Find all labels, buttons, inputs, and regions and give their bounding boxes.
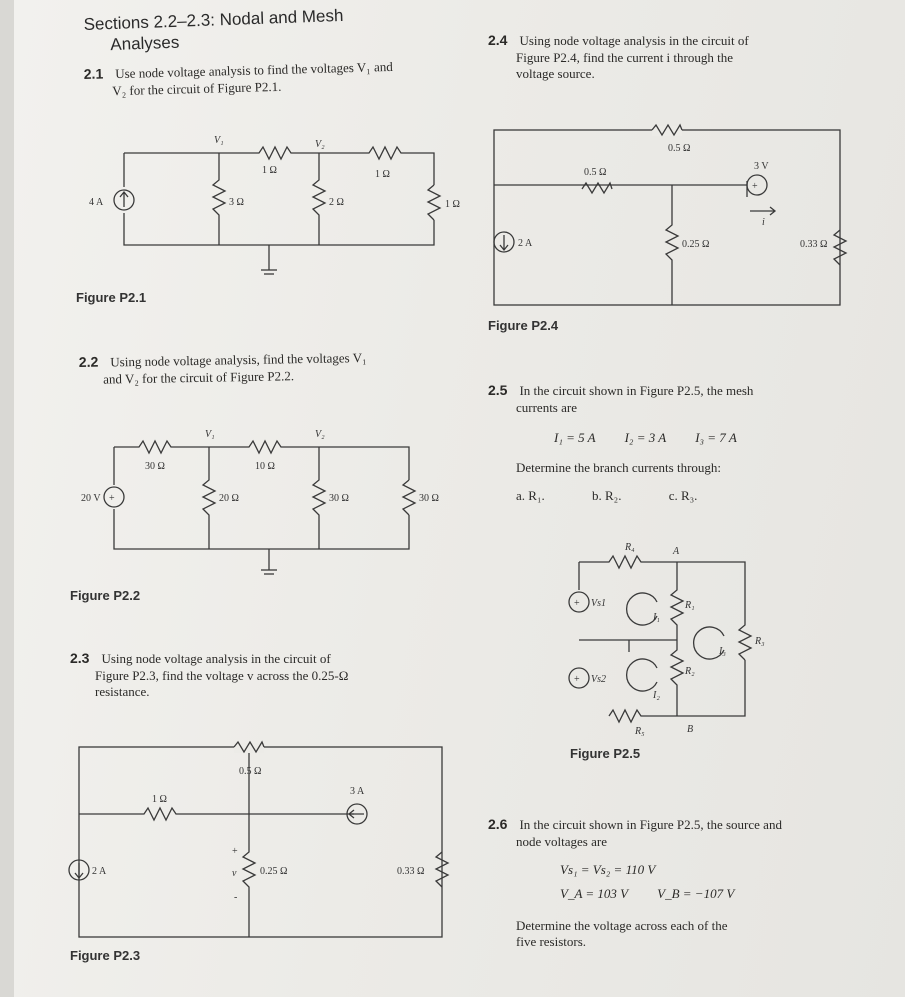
problem-text-line1: Use node voltage analysis to find the voltages V₁ and <box>115 58 393 82</box>
problem-2-3 <box>70 650 460 700</box>
eq-i1: I₁ = 5 A <box>554 430 596 445</box>
resistor-label: 0.25 Ω <box>682 239 710 250</box>
circuit-wires <box>124 147 440 274</box>
resistor-label: 1 Ω <box>262 165 277 176</box>
problem-text-line2: V₂ for the circuit of Figure P2.1. <box>112 78 282 99</box>
resistor-label: 0.5 Ω <box>668 143 691 154</box>
node-b-label: B <box>687 724 694 735</box>
figure-p2-1-circuit <box>89 125 549 285</box>
arrow-down-icon <box>500 235 508 250</box>
node-voltages <box>560 886 734 902</box>
resistor-label: 0.33 Ω <box>397 866 425 877</box>
arrow-down-icon <box>75 863 83 878</box>
source-label: 20 V <box>81 493 101 504</box>
source-label: 3 V <box>754 161 769 172</box>
eq-i2: I₂ = 3 A <box>624 430 666 445</box>
problem-text-line4: five resistors. <box>516 934 587 949</box>
problem-number: 2.6 <box>488 816 508 832</box>
arrow-up-icon <box>120 192 128 207</box>
eq-i3: I₃ = 7 A <box>695 430 737 445</box>
resistor-label: 3 Ω <box>229 197 244 208</box>
resistor-label: 1 Ω <box>375 169 390 180</box>
problem-text-line1: In the circuit shown in Figure P2.5, the mesh <box>519 383 754 398</box>
resistor-label: 2 Ω <box>329 197 344 208</box>
problem-text-line3: voltage source. <box>516 66 595 81</box>
problem-number: 2.4 <box>488 32 508 48</box>
source-label: 4 A <box>89 197 104 208</box>
problem-2-2 <box>79 347 460 388</box>
problem-text-line2: Figure P2.3, find the voltage v across the 0.25-Ω <box>95 668 349 683</box>
plus-sign: + <box>574 598 580 609</box>
figure-p2-5-circuit <box>569 540 769 740</box>
problem-text-line2: currents are <box>516 400 577 415</box>
problem-text-line2: Figure P2.4, find the current i through the <box>516 50 733 65</box>
resistor-label: 30 Ω <box>145 461 165 472</box>
resistor-label: 0.25 Ω <box>260 866 288 877</box>
problem-number: 2.5 <box>488 382 508 398</box>
section-title <box>83 5 344 56</box>
section-title-line1: Sections 2.2–2.3: Nodal and Mesh <box>83 5 344 35</box>
r3-label: R₃ <box>755 636 765 647</box>
resistor-label: 1 Ω <box>445 199 460 210</box>
option-b: b. R₂. <box>591 488 622 503</box>
node-v2-label: V₂ <box>315 429 325 440</box>
figure-p2-4-circuit <box>492 125 852 305</box>
minus-sign: - <box>234 892 238 903</box>
resistor-label: 0.5 Ω <box>584 167 607 178</box>
arrow-right-icon <box>750 207 775 215</box>
mesh-i3-label: I₃ <box>719 646 726 657</box>
eq-vb: V_B = −107 V <box>657 886 735 901</box>
source-label: 3 A <box>350 786 365 797</box>
resistor-label: 30 Ω <box>329 493 349 504</box>
figure-caption: Figure P2.1 <box>76 290 147 305</box>
r2-label: R₂ <box>685 666 695 677</box>
problem-text-line3: Determine the voltage across each of the <box>516 918 728 933</box>
r1-label: R₁ <box>685 600 695 611</box>
plus-sign: + <box>109 493 115 504</box>
circuit-wires <box>494 130 846 305</box>
node-v1-label: V₁ <box>205 429 215 440</box>
problem-number: 2.2 <box>78 353 99 371</box>
resistor-label: 0.5 Ω <box>239 766 262 777</box>
problem-number: 2.1 <box>83 65 104 83</box>
node-v2-label: V₂ <box>315 139 325 150</box>
circuit-wires <box>579 556 751 722</box>
mesh-i1-label: I₁ <box>653 612 660 623</box>
plus-sign: + <box>232 846 238 857</box>
node-v1-label: V₁ <box>214 135 224 146</box>
arrow-left-icon <box>349 810 364 818</box>
figure-p2-2-circuit <box>81 425 509 585</box>
section-title-line2: Analyses <box>110 32 180 55</box>
resistor-label: 0.33 Ω <box>800 239 828 250</box>
vs1-label: Vs1 <box>591 598 606 609</box>
source-voltages: Vs₁ = Vs₂ = 110 V <box>560 862 656 877</box>
problem-text-line3: Determine the branch currents through: <box>516 460 722 475</box>
option-a: a. R₁. <box>516 488 545 503</box>
problem-text-line3: resistance. <box>95 684 150 699</box>
resistor-label: 10 Ω <box>255 461 275 472</box>
source-label: 2 A <box>92 866 107 877</box>
r4-label: R₄ <box>625 542 635 553</box>
option-c: c. R₃. <box>668 488 698 503</box>
resistor-label: 1 Ω <box>152 794 167 805</box>
figure-p2-3-circuit <box>74 742 494 952</box>
eq-va: V_A = 103 V <box>560 886 628 901</box>
circuit-wires <box>79 747 448 937</box>
figure-caption: Figure P2.2 <box>70 588 141 603</box>
node-a-label: A <box>673 546 680 557</box>
current-label: i <box>762 217 765 228</box>
problem-2-1 <box>84 56 465 100</box>
textbook-page <box>14 0 905 997</box>
problem-text-line1: Using node voltage analysis in the circuit of <box>519 33 749 48</box>
voltage-label: v <box>232 868 237 879</box>
figure-caption: Figure P2.5 <box>570 746 641 761</box>
problem-text-line1: Using node voltage analysis, find the voltages V₁ <box>110 349 367 370</box>
plus-sign: + <box>574 674 580 685</box>
problem-text-line2: and V₂ for the circuit of Figure P2.2. <box>103 368 295 387</box>
mesh-i2-label: I₂ <box>653 690 660 701</box>
vs2-label: Vs2 <box>591 674 606 685</box>
source-label: 2 A <box>518 238 533 249</box>
r5-label: R₅ <box>635 726 645 737</box>
options <box>516 488 697 504</box>
resistor-label: 30 Ω <box>419 493 439 504</box>
mesh-arrow-icon <box>627 659 657 691</box>
problem-text-line1: Using node voltage analysis in the circuit of <box>101 651 331 666</box>
plus-sign: + <box>752 181 758 192</box>
problem-text-line1: In the circuit shown in Figure P2.5, the source and <box>519 817 782 832</box>
problem-text-line2: node voltages are <box>516 834 607 849</box>
problem-2-6 <box>488 816 888 850</box>
figure-caption: Figure P2.4 <box>488 318 559 333</box>
figure-caption: Figure P2.3 <box>70 948 141 963</box>
problem-2-4 <box>488 32 888 82</box>
problem-2-5 <box>488 382 888 416</box>
problem-number: 2.3 <box>70 650 90 666</box>
resistor-label: 20 Ω <box>219 493 239 504</box>
mesh-currents <box>554 430 737 446</box>
